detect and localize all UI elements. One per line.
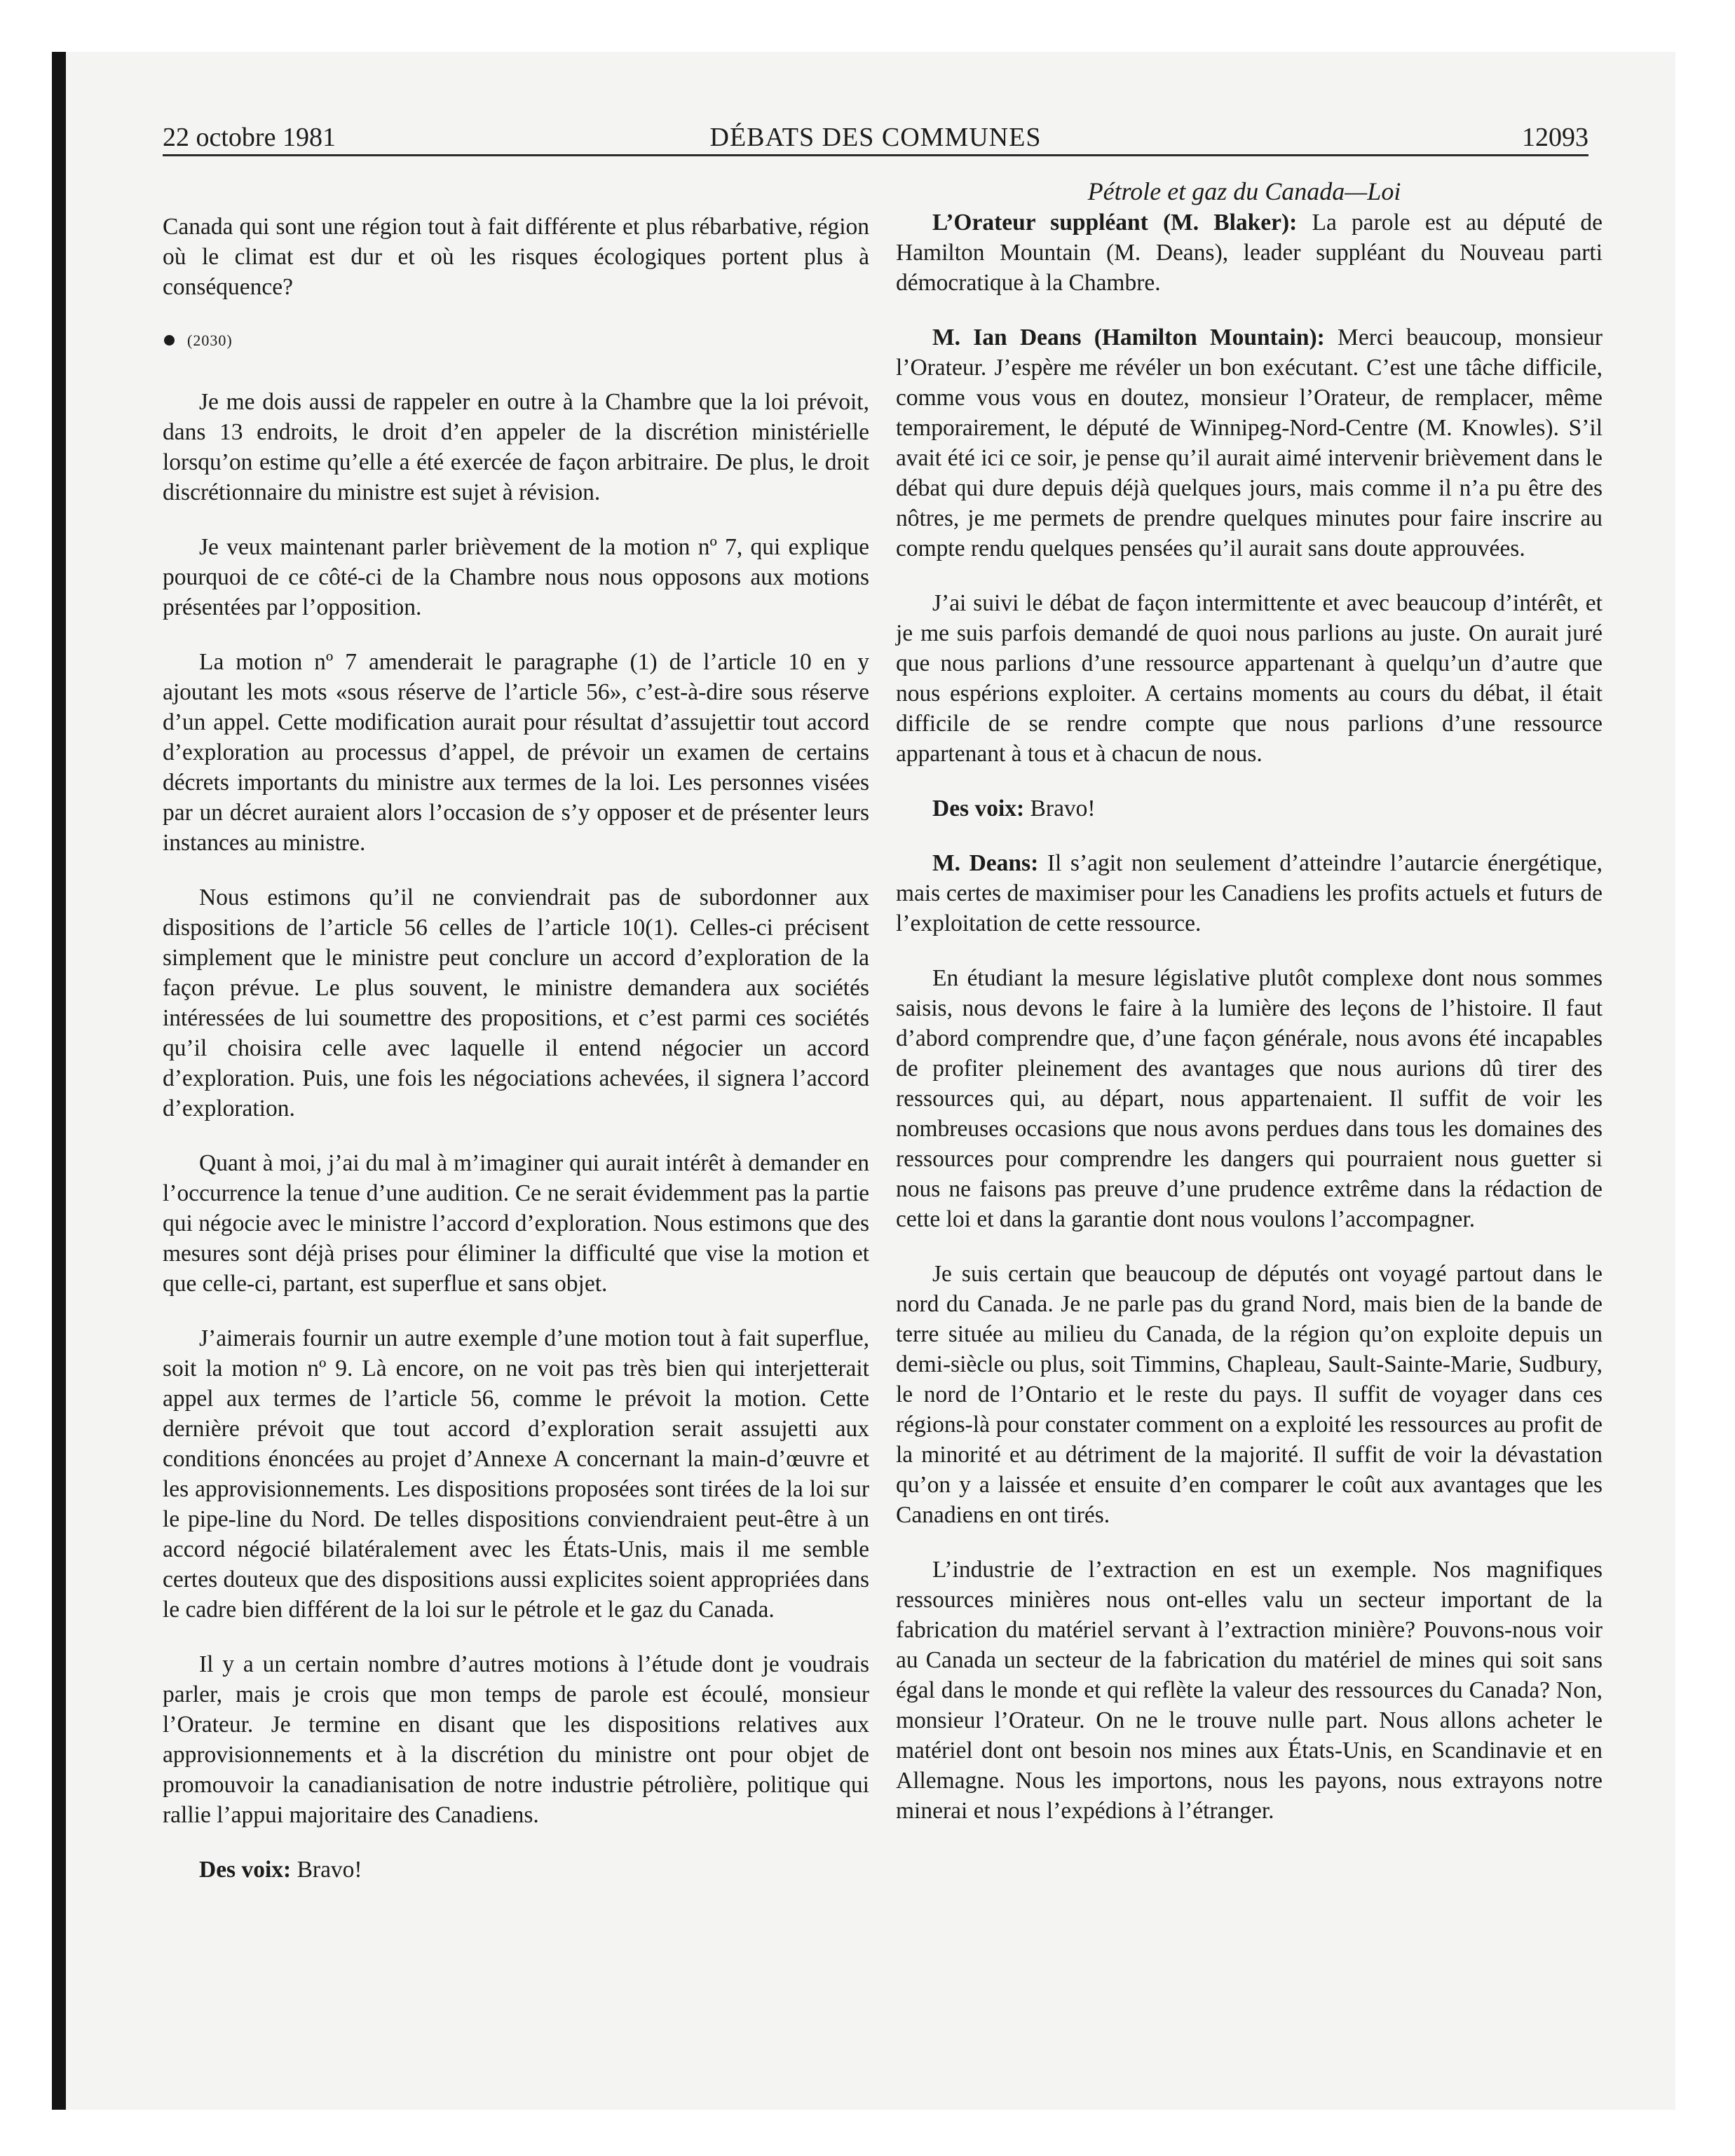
running-head: Pétrole et gaz du Canada—Loi — [1087, 177, 1401, 205]
paragraph: Je suis certain que beaucoup de députés ont voyagé partout dans le nord du Canada. Je ne parle pas du grand Nord, mais bien de la bande de terre située au milieu du Canada, de la région qu’on exploite depuis un demi-siècle ou plus, soit Timmins, Chapleau, Sault-Sainte-Marie, Sudbury, le nord de l’Ontario et le reste du pays. Il suffit de voyager dans ces régions-là pour constater comment on a exploité les ressources au profit de la minorité et au détriment de la majorité. Il suffit de voir la dévastation qu’on y a laissée et ensuite d’en comparer le coût aux avantages que les Canadiens en ont tirés. — [896, 1261, 1603, 1528]
page-header — [163, 119, 1588, 156]
speech — [896, 322, 1603, 564]
right-column — [896, 207, 1603, 1850]
speaker-name: M. Ian Deans (Hamilton Mountain): — [932, 325, 1325, 350]
speech — [896, 848, 1603, 939]
paragraph: J’ai suivi le débat de façon intermittente et avec beaucoup d’intérêt, et je me suis parfois demandé de quoi nous parlions au juste. On aurait juré que nous parlions d’une ressource appartenant à quelqu’un d’autre que nous espérions exploiter. A certains moments au cours du débat, il était difficile de se rendre compte que nous parlions d’une ressource appartenant à tous et à chacun de nous. — [896, 590, 1603, 767]
timestamp-label: (2030) — [187, 331, 233, 349]
paragraph: L’industrie de l’extraction en est un exemple. Nos magnifiques ressources minières nous ont-elles valu un secteur important de la fabrication du matériel servant à l’extraction minière? Pouvons-nous voir au Canada un secteur de la fabrication du matériel de mines qui soit sans égal dans le monde et qui reflète la valeur des ressources du Canada? Non, monsieur l’Orateur. On ne le trouve nulle part. Nous allons acheter le matériel dont ont besoin nos mines aux États-Unis, en Scandinavie et en Allemagne. Nous les importons, nous les payons, nous extrayons notre minerai et nous l’expédions à l’étranger. — [896, 1557, 1603, 1824]
header-date: 22 octobre 1981 — [163, 123, 336, 152]
speaker-name: L’Orateur suppléant (M. Blaker): — [932, 210, 1298, 236]
bullet-icon — [164, 335, 175, 346]
paragraph: Je veux maintenant parler brièvement de la motion nº 7, qui explique pourquoi de ce côté-ci de la Chambre nous nous opposons aux motions présentées par l’opposition. — [163, 534, 869, 620]
time-marker — [163, 327, 869, 352]
speech — [896, 207, 1603, 298]
header-title: DÉBATS DES COMMUNES — [709, 123, 1042, 152]
paragraph: Je me dois aussi de rappeler en outre à la Chambre que la loi prévoit, dans 13 endroits, le droit d’en appeler de la discrétion ministérielle lorsqu’on estime qu’elle a été exercée de façon arbitraire. De plus, le droit discrétionnaire du ministre est sujet à révision. — [163, 389, 869, 505]
speech-text: Bravo! — [291, 1857, 362, 1883]
paragraph: Nous estimons qu’il ne conviendrait pas de subordonner aux dispositions de l’article 56 celles de l’article 10(1). Celles-ci précisent simplement que le ministre peut conclure un accord d’exploration de la façon prévue. Le plus souvent, le ministre demandera aux sociétés intéressées de lui soumettre des propositions, et c’est parmi ces sociétés qu’il choisira celle avec laquelle il entend négocier un accord d’exploration. Puis, une fois les négociations achevées, il signera l’accord d’exploration. — [163, 885, 869, 1121]
paragraph: La motion nº 7 amenderait le paragraphe (1) de l’article 10 en y ajoutant les mots «sous réserve de l’article 56», c’est-à-dire sous réserve d’un appel. Cette modification aurait pour résultat d’assujettir tout accord d’exploration au processus d’appel, de prévoir un examen de certains décrets importants du ministre aux termes de la loi. Les personnes visées par un décret auraient alors l’occasion de s’y opposer et de présenter leurs instances au ministre. — [163, 649, 869, 856]
header-rule — [163, 154, 1588, 156]
speech-text: Merci beaucoup, monsieur l’Orateur. J’espère me révéler un bon exécutant. C’est une tâche difficile, comme vous vous en doutez, monsieur l’Orateur, de remplacer, même temporairement, le député de Winnipeg-Nord-Centre (M. Knowles). S’il avait été ici ce soir, je pense qu’il aurait aimé intervenir brièvement dans le débat qui dure depuis déjà quelques jours, mais comme il n’a pu être des nôtres, je me permets de prendre quelques minutes pour faire inscrire au compte rendu quelques pensées qu’il aurait sans doute approuvées. — [896, 325, 1603, 561]
paragraph: Canada qui sont une région tout à fait différente et plus rébarbative, région où le climat est dur et où les risques écologiques portent plus à conséquence? — [163, 214, 869, 300]
interjection — [896, 793, 1603, 824]
left-column — [163, 212, 869, 1909]
interjection — [163, 1855, 869, 1885]
speaker-name: Des voix: — [199, 1857, 292, 1883]
header-page-number: 12093 — [1522, 123, 1588, 152]
speech-text: La parole est au député de Hamilton Mountain (M. Deans), leader suppléant du Nouveau parti démocratique à la Chambre. — [896, 210, 1603, 296]
speech-text: Il s’agit non seulement d’atteindre l’autarcie énergétique, mais certes de maximiser pour les Canadiens les profits actuels et futurs de l’exploitation de cette ressource. — [896, 850, 1603, 936]
paragraph: Il y a un certain nombre d’autres motions à l’étude dont je voudrais parler, mais je crois que mon temps de parole est écoulé, monsieur l’Orateur. Je termine en disant que les dispositions relatives aux approvisionnements et à la discrétion du ministre ont pour objet de promouvoir la canadianisation de notre industrie pétrolière, politique qui rallie l’appui majoritaire des Canadiens. — [163, 1651, 869, 1828]
speaker-name: M. Deans: — [932, 850, 1039, 876]
speech-text: Bravo! — [1024, 796, 1096, 821]
scan-edge-shadow — [52, 52, 66, 2110]
paragraph: En étudiant la mesure législative plutôt complexe dont nous sommes saisis, nous devons le faire à la lumière des leçons de l’histoire. Il faut d’abord comprendre que, d’une façon générale, nous avons été incapables de profiter pleinement des avantages que nous aurions dû tirer des ressources qui, au départ, nous appartenaient. Il suffit de voir les nombreuses occasions que nous avons perdues dans tous les domaines des ressources pour comprendre les dangers qui pourraient nous guetter si nous ne faisons pas preuve d’une prudence extrême dans la rédaction de cette loi et dans la garantie dont nous voulons l’accompagner. — [896, 965, 1603, 1232]
speaker-name: Des voix: — [932, 796, 1025, 821]
paragraph: Quant à moi, j’ai du mal à m’imaginer qui aurait intérêt à demander en l’occurrence la tenue d’une audition. Ce ne serait évidemment pas la partie qui négocie avec le ministre l’accord d’exploration. Nous estimons que des mesures sont déjà prises pour éliminer la difficulté que vise la motion et que celle-ci, partant, est superflue et sans objet. — [163, 1150, 869, 1297]
paragraph: J’aimerais fournir un autre exemple d’une motion tout à fait superflue, soit la motion nº 9. Là encore, on ne voit pas très bien qui interjetterait appel aux termes de l’article 56, comme le prévoit la motion. Cette dernière prévoit que tout accord d’exploration serait assujetti aux conditions énoncées au projet d’Annexe A concernant la main-d’œuvre et les approvisionnements. Les dispositions proposées sont tirées de la loi sur le pipe-line du Nord. De telles dispositions conviendraient peut-être à un accord négocié bilatéralement avec les États-Unis, mais il me semble certes douteux que des dispositions aussi explicites soient appropriées dans le cadre bien différent de la loi sur le pétrole et le gaz du Canada. — [163, 1325, 869, 1623]
